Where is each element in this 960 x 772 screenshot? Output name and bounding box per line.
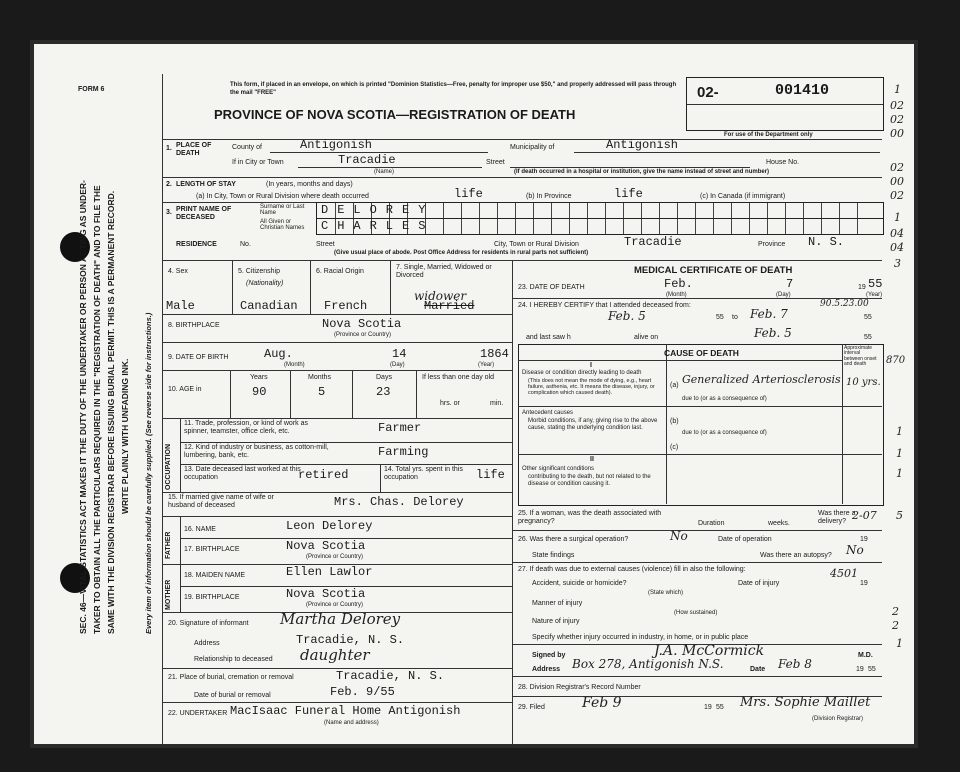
spouse-label: 15. If married give name of wife or husband of deceased (168, 494, 274, 510)
last-worked-label: 13. Date deceased last worked at this occupation (184, 466, 301, 482)
death-registration-form (34, 44, 914, 744)
last-worked-value: retired (298, 468, 349, 482)
informant-signature-label: 20. Signature of informant (168, 620, 249, 627)
column-divider (512, 260, 513, 744)
mother-birthplace-label: 19. BIRTHPLACE (184, 594, 240, 601)
town-name-caption: (Name) (374, 169, 395, 175)
registration-number-box (686, 77, 884, 131)
last-saw-year: 55 (864, 334, 872, 341)
side-warning-3: SAME WITH THE DIVISION REGISTRAR BEFORE ISSUING BURIAL PERMIT. THIS IS A PERMANENT RECORD. (106, 190, 116, 634)
surgical-label: 26. Was there a surgical operation? (518, 536, 629, 543)
trade-label: 11. Trade, profession, or kind of work as spinner, teamster, office clerk, etc. (184, 420, 308, 436)
code-4501: 4501 (830, 567, 858, 580)
mother-side: MOTHER (165, 579, 172, 610)
father-name: Leon Delorey (286, 519, 373, 533)
antecedent-note: Morbid conditions, if any, giving rise to the above cause, stating the underlying condition last. (528, 418, 658, 431)
form-title: PROVINCE OF NOVA SCOTIA—REGISTRATION OF DEATH (214, 107, 576, 122)
place-label: PLACE OF DEATH (176, 142, 212, 157)
dob-day: 14 (392, 347, 407, 361)
registration-number: 001410 (775, 82, 830, 99)
surgical-value: No (670, 529, 688, 543)
age-years: 90 (252, 385, 267, 399)
cause-a-value: Generalized Arteriosclerosis (682, 373, 841, 386)
side-warning-2: TAKER TO OBTAIN ALL THE PARTICULARS REQUIRED IN THE "REGISTRATION OF DEATH" AND TO FILE THE (92, 185, 102, 634)
industry-label: 12. Kind of industry or business, as cotton-mill, lumbering, bank, etc. (184, 444, 329, 460)
street-label: Street (486, 159, 505, 166)
attended-from: Feb. 5 (608, 309, 646, 323)
stay-b-label: (b) In Province (526, 193, 572, 200)
cause-a-interval: 10 yrs. (846, 377, 881, 388)
signed-by-label: Signed by (532, 652, 566, 659)
attended-to-year: 55 (864, 314, 872, 321)
age-months-label: Months (308, 374, 331, 381)
form-number: FORM 6 (78, 86, 105, 93)
burial-value: Tracadie, N. S. (336, 669, 445, 683)
stay-c-label: (c) In Canada (if immigrant) (700, 193, 786, 200)
marital-label: 7. Single, Married, Widowed or Divorced (396, 264, 492, 280)
weeks-label: weeks. (768, 520, 790, 527)
margin-code: 02 (890, 99, 904, 112)
county-label: County of (232, 144, 262, 151)
due-to-a: due to (or as a consequence of) (682, 396, 767, 402)
last-saw-label: and last saw h (526, 334, 571, 341)
stay-b-value: life (614, 187, 643, 201)
mother-name: Ellen Lawlor (286, 565, 373, 579)
undertaker-value: MacIsaac Funeral Home Antigonish (230, 704, 461, 718)
part-ii-label: II (590, 456, 594, 463)
surname-grid (316, 202, 884, 219)
manner-label: Manner of injury (532, 600, 583, 607)
injury-date-label: Date of injury (738, 580, 780, 587)
stay-a-value: life (454, 187, 483, 201)
age-days: 23 (376, 385, 391, 399)
immediate-label: Disease or condition directly leading to death (522, 370, 642, 376)
signed-by: J.A. McCormick (654, 643, 765, 659)
autopsy-label: Was there an autopsy? (760, 552, 832, 559)
division-registrar: Mrs. Sophie Maillet (740, 695, 871, 710)
how-sustained-caption: (How sustained) (674, 610, 718, 616)
given-grid (316, 218, 884, 235)
undertaker-label: 22. UNDERTAKER (168, 710, 228, 717)
surname-value: DELOREY (321, 203, 435, 217)
residence-division-label: City, Town or Rural Division (494, 241, 579, 248)
dod-day-caption: (Day) (776, 292, 791, 298)
municipality-value: Antigonish (606, 138, 679, 152)
dod-year-prefix: 19 (858, 284, 866, 291)
specify-label: Specify whether injury occurred in industry, in home, or in public place (532, 634, 749, 641)
interval-label: Approximate interval between onset and death (844, 345, 877, 367)
medical-heading: MEDICAL CERTIFICATE OF DEATH (634, 265, 793, 276)
side-warning-4: WRITE PLAINLY WITH UNFADING INK. (120, 358, 130, 514)
margin-code: 1 (894, 211, 901, 224)
operation-year-prefix: 19 (860, 536, 868, 543)
marital-struck: Married (424, 299, 475, 313)
father-birthplace: Nova Scotia (286, 539, 366, 553)
attended-to: Feb. 7 (750, 307, 788, 321)
registrar-record-label: 28. Division Registrar's Record Number (518, 684, 641, 691)
dod-year-caption: (Year) (866, 292, 883, 298)
age-months: 5 (318, 385, 326, 399)
dob-month: Aug. (264, 347, 293, 361)
residence-no-label: No. (240, 241, 251, 248)
attended-to-label: to (732, 314, 738, 321)
certify-label: 24. I HEREBY CERTIFY that I attended deceased from: (518, 302, 691, 309)
hours-label: hrs. or (440, 400, 460, 407)
surname-label: Surname or Last Name (260, 204, 305, 216)
dod-day: 7 (786, 277, 794, 291)
age-label: 10. AGE in (168, 386, 202, 393)
margin-code: 1 (896, 447, 903, 460)
father-name-label: 16. NAME (184, 526, 216, 533)
margin-code: 02 (890, 189, 904, 202)
due-to-b: due to (or as a consequence of) (682, 430, 767, 436)
code-2300: 90.5.23.00 (820, 299, 869, 309)
name-label: PRINT NAME OF DECEASED (176, 206, 232, 222)
town-value: Tracadie (338, 153, 396, 167)
side-warning-1: SEC. 46—VITAL STATISTICS ACT MAKES IT THE DUTY OF THE UNDERTAKER OR PERSON ACTING AS UNDER- (78, 180, 88, 634)
operation-date-label: Date of operation (718, 536, 772, 543)
residence-label: RESIDENCE (176, 241, 217, 248)
dob-day-caption: (Day) (390, 362, 405, 368)
alive-on-label: alive on (634, 334, 659, 341)
county-value: Antigonish (300, 138, 373, 152)
sex-label: 4. Sex (168, 268, 188, 275)
filed-date: Feb 9 (582, 695, 622, 711)
burial-date: Feb. 9/55 (330, 685, 395, 699)
cause-heading: CAUSE OF DEATH (664, 348, 739, 358)
state-which-caption: (State which) (648, 590, 684, 596)
delivery-label: Was there a delivery? (818, 510, 856, 526)
other-note: contributing to the death, but not related to the disease or condition causing it. (528, 474, 651, 487)
certified-date-label: Date (750, 666, 766, 673)
filed-year: 55 (716, 704, 724, 711)
autopsy-value: No (846, 543, 864, 557)
marital-handwritten: widower (414, 289, 467, 303)
residence-note: (Give usual place of abode. Post Office Address for residents in rural parts not sufficient) (334, 250, 589, 256)
findings-label: State findings (532, 552, 575, 559)
trade-value: Farmer (378, 421, 422, 435)
code-870: 870 (886, 355, 906, 366)
years-spent-value: life (476, 468, 505, 482)
immediate-note: (This does not mean the mode of dying, e.g., heart failure, asthenia, etc. It means the disease, injury, or complication which caused death). (528, 378, 655, 397)
certified-date: Feb 8 (778, 657, 812, 671)
duration-label: Duration (698, 520, 725, 527)
physician-address-label: Address (532, 666, 561, 673)
occupation-side: OCCUPATION (165, 443, 172, 490)
pregnancy-label: 25. If a woman, was the death associated with pregnancy? (518, 510, 662, 526)
margin-code: 02 (890, 161, 904, 174)
residence-province-label: Province (758, 241, 786, 248)
dod-year: 55 (868, 277, 883, 291)
margin-code: 1 (896, 637, 903, 650)
external-label: 27. If death was due to external causes (violence) fill in also the following: (518, 566, 746, 573)
given-value: CHARLES (321, 219, 435, 233)
stay-label-num: 2. (166, 181, 172, 188)
relationship-value: daughter (300, 646, 370, 664)
mail-notice: This form, if placed in an envelope, on which is printed "Dominion Statistics—Free, penalty for improper use $50," and properly addressed will pass through the mail "FREE" (230, 82, 677, 96)
dob-year: 1864 (480, 347, 509, 361)
department-use-caption: For use of the Department only (724, 132, 813, 138)
attended-from-year: 55 (716, 314, 724, 321)
margin-code: 1 (894, 83, 901, 96)
antecedent-label: Antecedent causes (522, 410, 574, 416)
father-birthplace-caption: (Province or Country) (306, 554, 364, 560)
residence-division: Tracadie (624, 235, 682, 249)
part-i-label: I (590, 362, 592, 369)
dob-month-caption: (Month) (284, 362, 305, 368)
division-registrar-caption: (Division Registrar) (812, 716, 864, 722)
margin-code: 2 (892, 619, 899, 632)
margin-code: 1 (896, 467, 903, 480)
dod-month: Feb. (664, 277, 693, 291)
birthplace-label: 8. BIRTHPLACE (168, 322, 220, 329)
mother-name-label: 18. MAIDEN NAME (184, 572, 246, 579)
birthplace-value: Nova Scotia (322, 317, 402, 331)
burial-label: 21. Place of burial, cremation or removal (168, 674, 294, 681)
registration-prefix: 02- (697, 84, 719, 101)
informant-signature: Martha Delorey (280, 610, 401, 628)
citizenship-value: Canadian (240, 299, 298, 313)
father-side: FATHER (165, 531, 172, 559)
margin-code: 04 (890, 227, 904, 240)
age-days-label: Days (376, 374, 392, 381)
town-label: If in City or Town (232, 159, 284, 166)
cause-b-label: (b) (670, 418, 679, 425)
years-spent-label: 14. Total yrs. spent in this occupation (384, 466, 463, 482)
cause-c-label: (c) (670, 444, 679, 451)
residence-street-label: Street (316, 241, 335, 248)
stay-label: LENGTH OF STAY (176, 181, 236, 188)
informant-address: Tracadie, N. S. (296, 633, 405, 647)
dob-label: 9. DATE OF BIRTH (168, 354, 229, 361)
margin-code: 00 (890, 127, 904, 140)
nature-label: Nature of injury (532, 618, 580, 625)
sex-value: Male (166, 299, 195, 313)
municipality-label: Municipality of (510, 144, 555, 151)
side-note: Every item of information should be carefully supplied. (See reverse side for instructions.) (144, 312, 153, 634)
hospital-note: (If death occurred in a hospital or institution, give the name instead of street and number) (514, 169, 770, 175)
margin-code: 2 (892, 605, 899, 618)
accident-label: Accident, suicide or homicide? (532, 580, 627, 587)
margin-code: 3 (894, 257, 901, 270)
informant-address-label: Address (194, 640, 220, 647)
physician-address: Box 278, Antigonish N.S. (572, 657, 724, 671)
filed-year-prefix: 19 (704, 704, 712, 711)
less-than-day-label: If less than one day old (422, 374, 494, 381)
dod-label: 23. DATE OF DEATH (518, 284, 585, 291)
injury-year-prefix: 19 (860, 580, 868, 587)
given-label: All Given or Christian Names (260, 219, 305, 231)
stay-label-sub: (In years, months and days) (266, 181, 353, 188)
certified-year: 55 (868, 666, 876, 673)
citizenship-label: 5. Citizenship (238, 268, 281, 275)
mother-birthplace: Nova Scotia (286, 587, 366, 601)
code-5: 5 (896, 509, 903, 522)
last-saw-date: Feb. 5 (754, 326, 792, 340)
age-years-label: Years (250, 374, 268, 381)
margin-code: 02 (890, 113, 904, 126)
birthplace-caption: (Province or Country) (334, 332, 392, 338)
code-207: 2-07 (852, 509, 877, 522)
margin-code: 04 (890, 241, 904, 254)
md-label: M.D. (858, 652, 873, 659)
burial-date-label: Date of burial or removal (194, 692, 271, 699)
relationship-label: Relationship to deceased (194, 656, 273, 663)
residence-province: N. S. (808, 235, 845, 249)
house-label: House No. (766, 159, 800, 166)
name-label-num: 3. (166, 209, 172, 216)
filed-label: 29. Filed (518, 704, 545, 711)
undertaker-caption: (Name and address) (324, 720, 379, 726)
form-left-border (162, 74, 163, 744)
spouse-value: Mrs. Chas. Delorey (334, 495, 464, 509)
certified-year-prefix: 19 (856, 666, 864, 673)
other-label: Other significant conditions (522, 466, 595, 472)
dod-month-caption: (Month) (666, 292, 687, 298)
stay-a-label: (a) In City, Town or Rural Division where death occurred (196, 193, 369, 200)
margin-code: 1 (896, 425, 903, 438)
margin-code: 00 (890, 175, 904, 188)
minutes-label: min. (490, 400, 504, 407)
mother-birthplace-caption: (Province or Country) (306, 602, 364, 608)
father-birthplace-label: 17. BIRTHPLACE (184, 546, 240, 553)
industry-value: Farming (378, 445, 429, 459)
citizenship-sub: (Nationality) (246, 280, 284, 287)
dob-year-caption: (Year) (478, 362, 495, 368)
place-label-num: 1. (166, 145, 172, 152)
cause-a-label: (a) (670, 382, 679, 389)
racial-label: 6. Racial Origin (316, 268, 364, 275)
racial-value: French (324, 299, 368, 313)
